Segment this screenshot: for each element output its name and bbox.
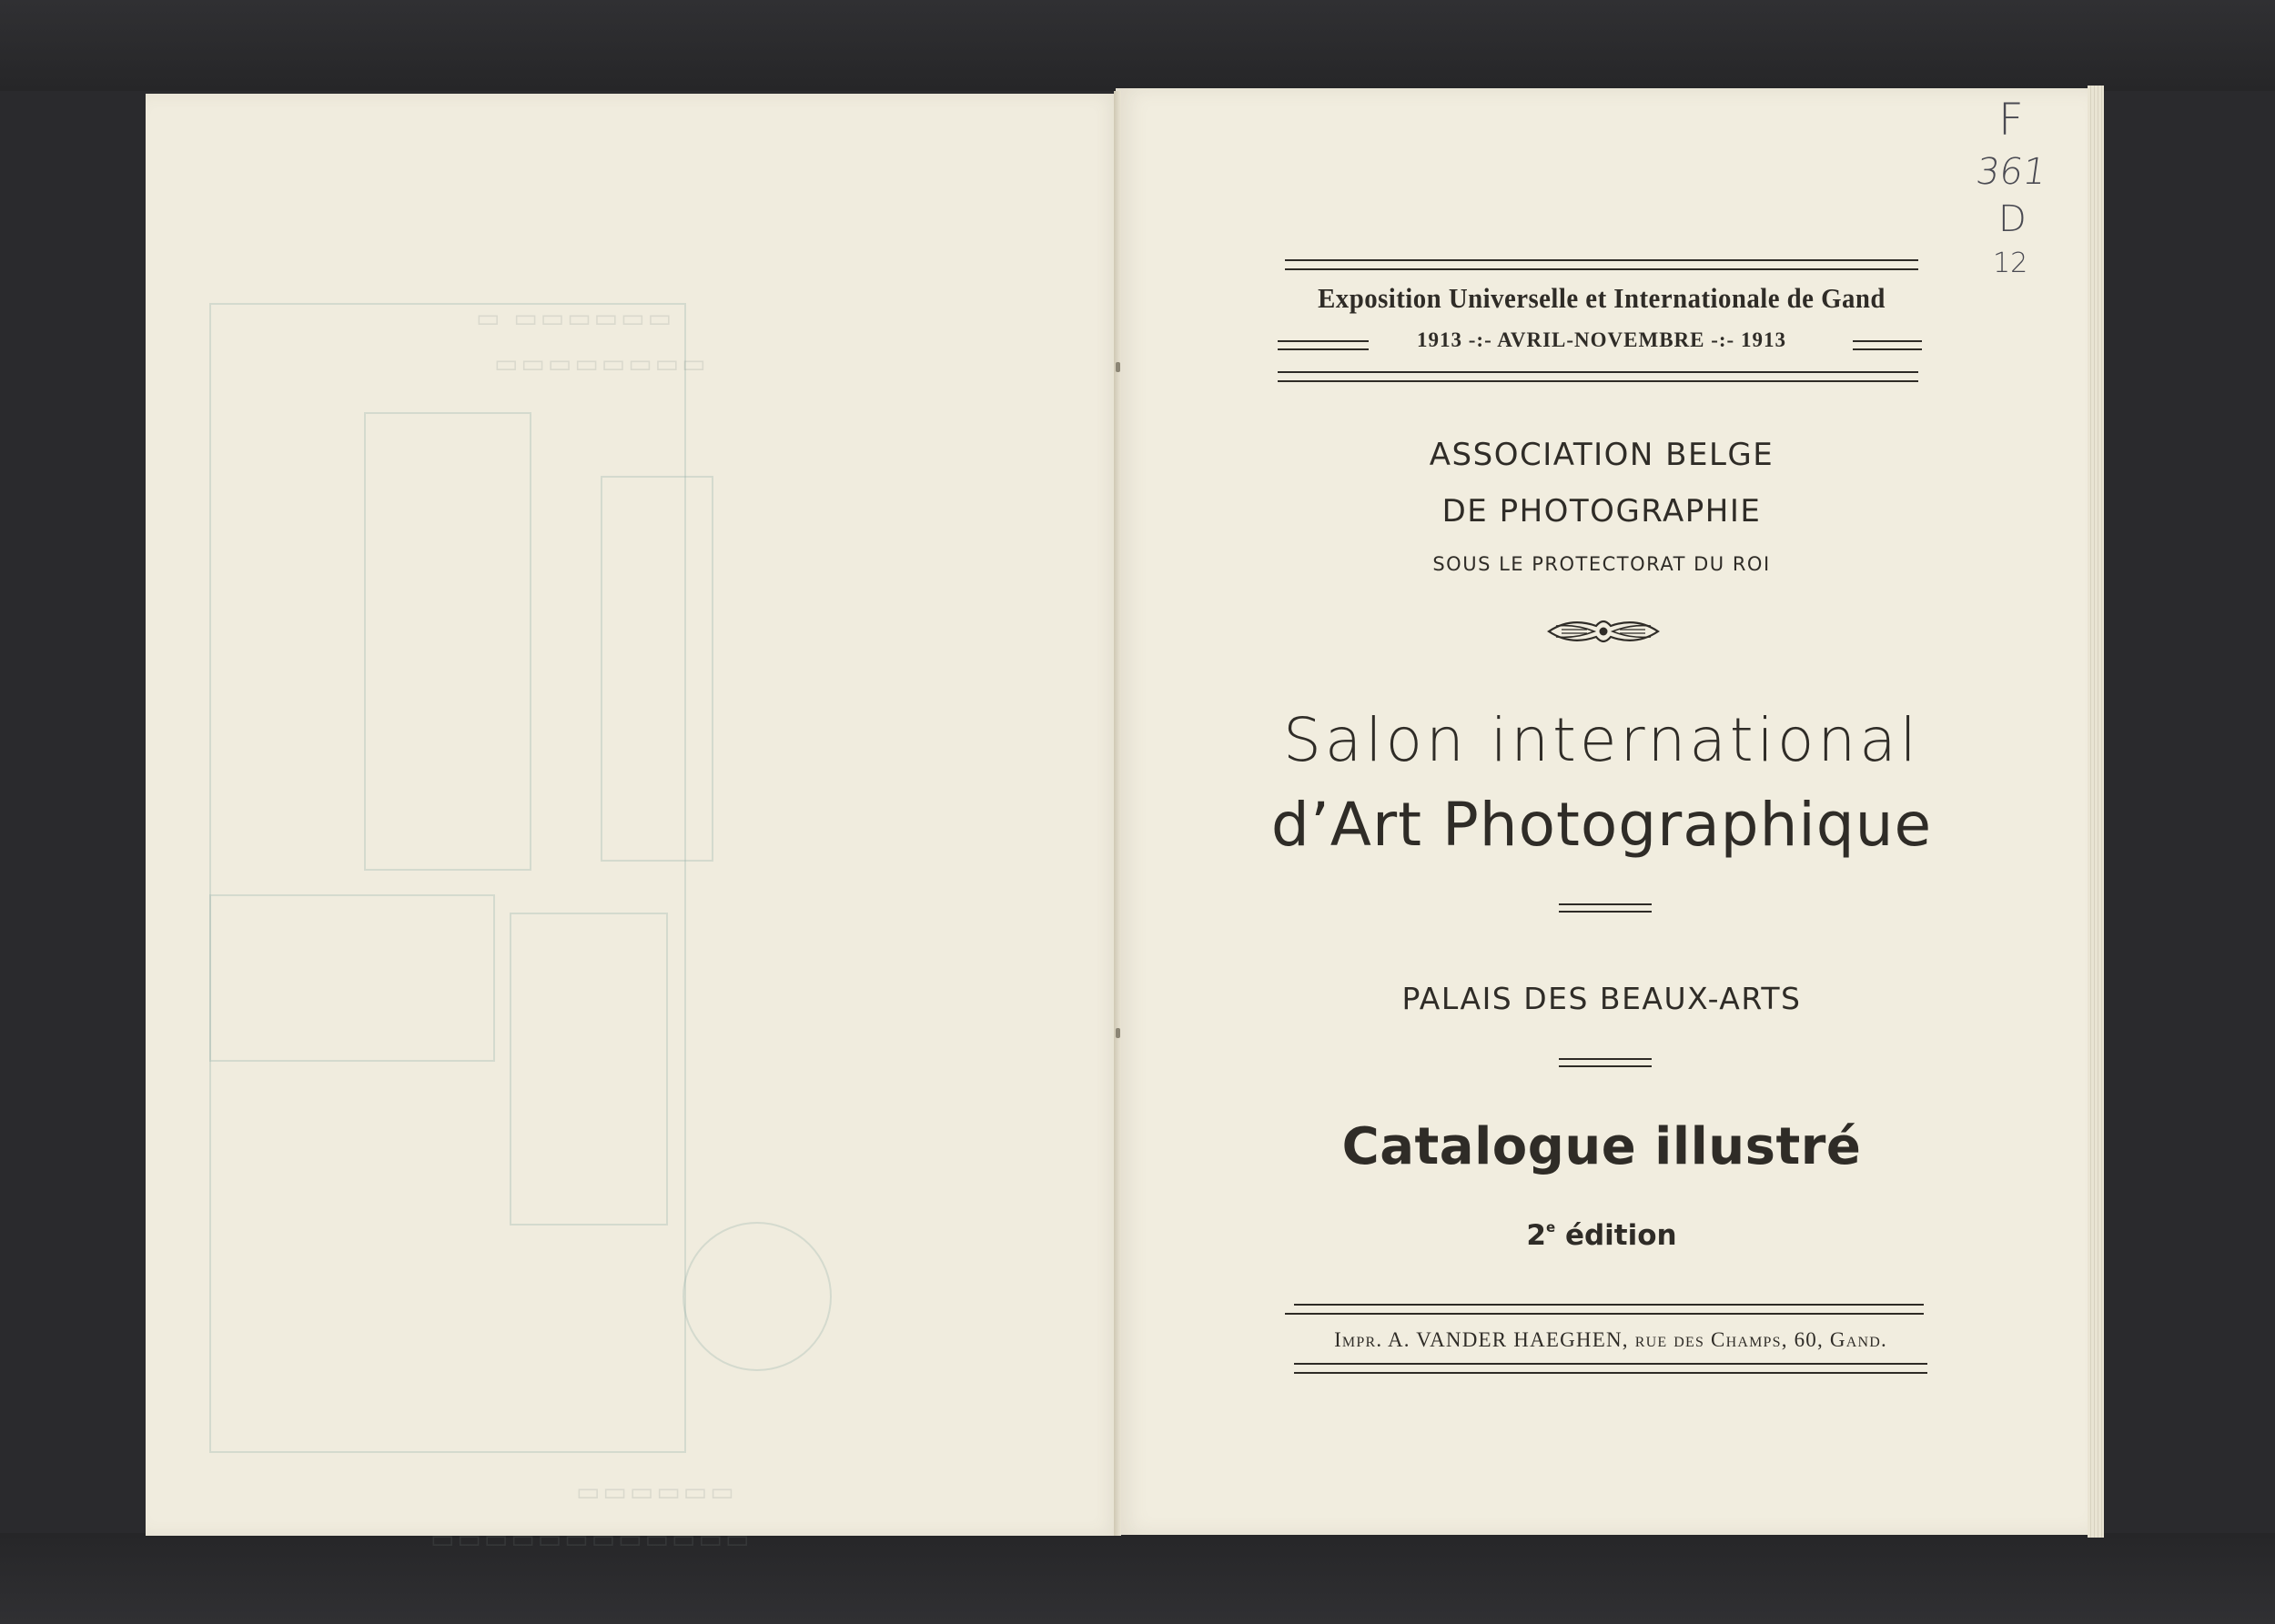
association-name-line1: ASSOCIATION BELGE [1429,437,1774,473]
bleed-through-arc [682,1222,832,1371]
call-number-line3: D [1998,198,2027,240]
call-number-line2: 361 [1973,151,2049,193]
divider-rule-inner [1559,911,1652,913]
bleed-through-heading: ▭▭▭▭▭▭▭▭ [491,348,706,378]
header-rule-top-inner [1285,268,1918,270]
dates-rule-right [1853,340,1922,342]
bleed-through-room [601,476,713,862]
ornament-icon [1543,613,1663,650]
left-page [146,94,1119,1554]
binding-stitch [1116,362,1120,372]
salon-title-line2: d’Art Photographique [1270,790,1933,860]
bleed-through-heading: ▭▭▭▭▭▭ ▭ [473,303,672,333]
header-rule-top [1285,259,1918,261]
dates-rule-right-inner [1853,348,1922,350]
association-patronage: SOUS LE PROTECTORAT DU ROI [1432,553,1771,575]
edition-word: édition [1564,1219,1677,1252]
divider-rule [1559,903,1652,905]
association-name-line2: DE PHOTOGRAPHIE [1441,493,1762,530]
bleed-through-footer: ▭▭▭▭▭▭▭▭▭▭▭▭ [428,1524,750,1554]
header-rule-bottom [1278,380,1918,382]
bleed-through-room [209,894,495,1062]
dates-rule-left-inner [1278,348,1369,350]
imprint-rule-bottom [1294,1372,1927,1374]
divider-rule-inner [1559,1065,1652,1067]
imprint-rule-bottom-inner [1294,1363,1927,1365]
edition-number: 2 [1526,1219,1546,1252]
call-number-line4: 12 [1993,247,2028,279]
bleed-through-room [364,412,531,871]
printer-imprint: Impr. A. VANDER HAEGHEN, rue des Champs, 60, Gand. [1334,1328,1887,1351]
salon-title-line1: Salon international [1283,705,1920,775]
bleed-through-footer: ▭▭▭▭▭▭ [573,1477,734,1507]
edition-superscript: e [1545,1219,1556,1236]
background-top [0,0,2275,91]
venue-title: PALAIS DES BEAUX-ARTS [1401,981,1802,1016]
call-number-line1: F [1998,95,2024,146]
binding-stitch [1116,1028,1120,1038]
book-gutter [1114,91,1121,1536]
bleed-through-room [510,913,668,1226]
exposition-dates: 1913 -:- AVRIL-NOVEMBRE -:- 1913 [1417,328,1786,351]
imprint-rule-top [1294,1304,1924,1306]
page-edges [2088,86,2104,1538]
header-rule-bottom-inner [1278,371,1918,373]
catalogue-title: Catalogue illustré [1341,1117,1862,1176]
exposition-title: Exposition Universelle et Internationale de Gand [1318,282,1886,314]
edition-label [1465,1219,1738,1252]
dates-rule-left [1278,340,1369,342]
background-bottom [0,1533,2275,1624]
imprint-rule-top-inner [1285,1313,1924,1315]
divider-rule [1559,1058,1652,1060]
